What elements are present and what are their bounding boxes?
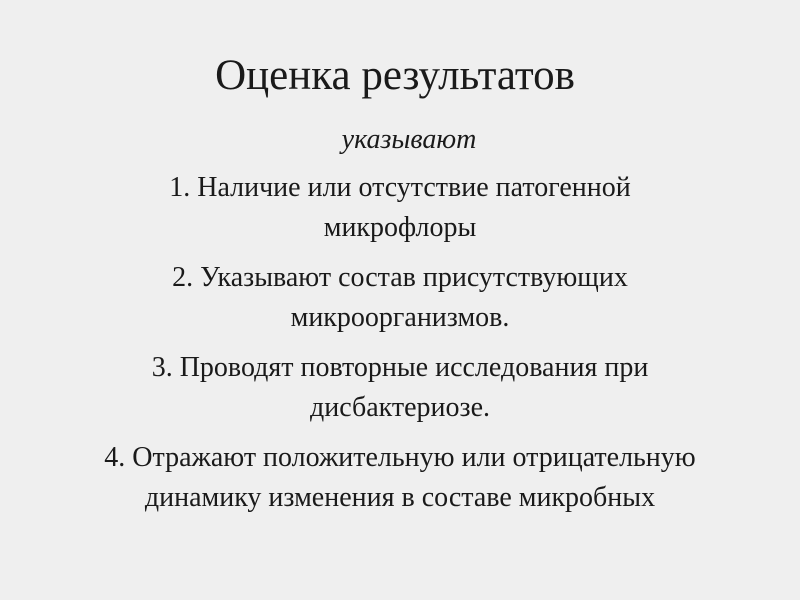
list-item-line: 3. Проводят повторные исследования при	[151, 352, 649, 383]
list-item-line: дисбактериозе.	[309, 392, 491, 423]
results-list	[0, 168, 800, 528]
slide-subtitle: указывают	[341, 124, 477, 155]
list-item-line: микроорганизмов.	[290, 302, 510, 333]
list-item	[0, 438, 800, 518]
list-item-line: 4. Отражают положительную или отрицательную	[104, 442, 696, 473]
list-item-line: 2. Указывают состав присутствующих	[172, 262, 628, 293]
list-item-line: микрофлоры	[323, 212, 477, 243]
slide-title: Оценка результатов	[215, 52, 575, 99]
list-item	[0, 348, 800, 428]
list-item-line: динамику изменения в составе микробных	[144, 482, 656, 513]
list-item-line: 1. Наличие или отсутствие патогенной	[169, 172, 631, 203]
list-item	[0, 168, 800, 248]
list-item	[0, 258, 800, 338]
